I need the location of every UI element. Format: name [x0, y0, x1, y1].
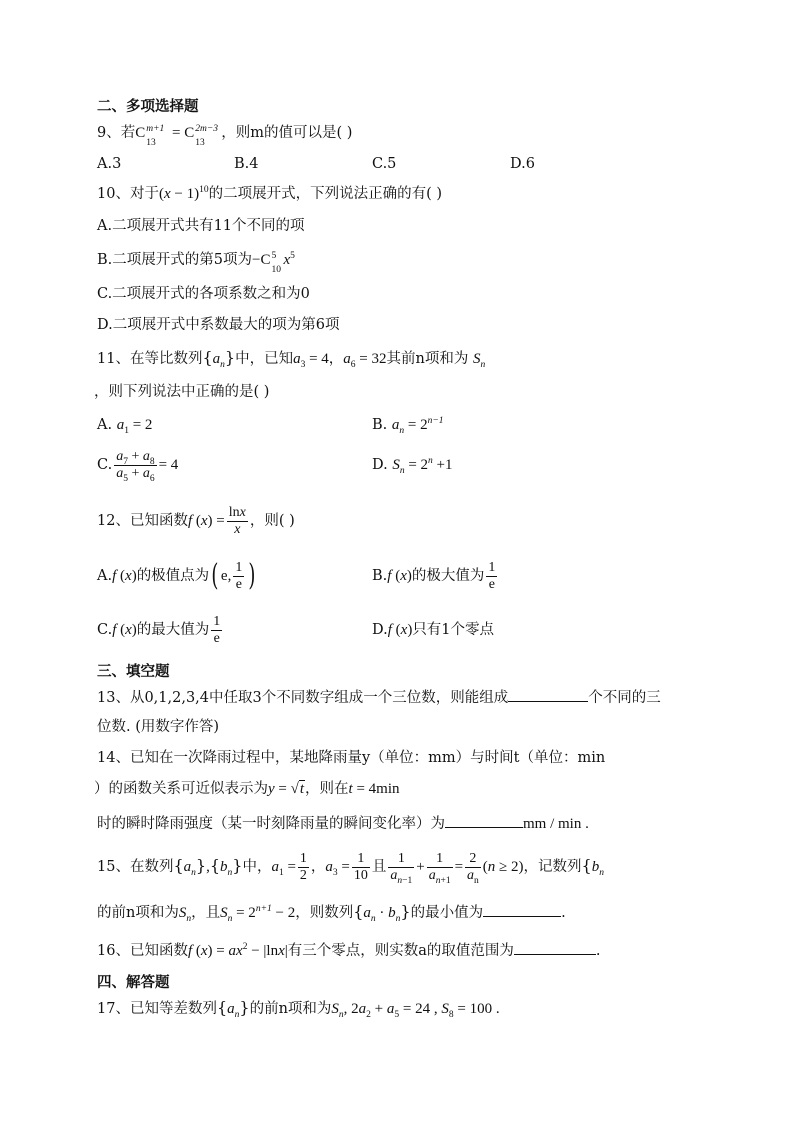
question-16 — [97, 940, 601, 961]
q11-mid1: 中，已知 — [235, 351, 294, 367]
section-heading-answer: 四、解答题 — [97, 975, 170, 991]
q11-mid2: 其前n项和为 — [386, 351, 469, 367]
q12-option-c-f: f (x) — [112, 622, 137, 638]
q11-prefix: 11、在等比数列 — [97, 351, 203, 367]
q10-option-b-text: B.二项展开式的第5项为 — [97, 252, 252, 268]
question-14: 14、已知在一次降雨过程中，某地降雨量y（单位：mm）与时间t（单位：min — [97, 750, 606, 766]
q9-formula: C m+1 13 = C 2m−3 13 — [135, 123, 218, 148]
q15-a1: $a_1$ = — [271, 859, 296, 878]
q16-prefix: 16、已知函数 — [97, 943, 188, 959]
q15-a3: $a_3$ = — [325, 859, 350, 878]
q11-option-a[interactable] — [97, 415, 152, 435]
q14-time: t = 4min — [348, 781, 400, 797]
q15-text-d: 的最小值为 — [410, 905, 484, 921]
q12-option-a-rparen: ) — [248, 558, 256, 593]
q17-seq: $\{a_n\}$ — [216, 998, 250, 1020]
q9-option-c[interactable]: C.5 — [372, 156, 397, 172]
q17-prefix: 17、已知等差数列 — [97, 1001, 217, 1017]
q12-suffix: ，则( ) — [249, 513, 295, 529]
q10-option-a[interactable]: A.二项展开式共有11个不同的项 — [97, 218, 305, 234]
q15-and: 且 — [371, 859, 387, 875]
q11-option-d-formula: $S_n = 2^n +1$ — [392, 456, 453, 476]
q12-fraction: $\frac{\ln x}{x}$ — [228, 504, 246, 537]
section-heading-multiple-choice: 二、多项选择题 — [97, 99, 199, 115]
q9-prefix: 9、若 — [97, 125, 136, 141]
q11-option-c-label: C. — [97, 457, 113, 473]
q15-text-a: 的前n项和为 — [97, 905, 179, 921]
q11-option-d[interactable] — [372, 455, 453, 475]
q9-option-d[interactable]: D.6 — [510, 156, 535, 172]
q11-option-c[interactable] — [97, 448, 178, 482]
q12-option-a[interactable] — [97, 556, 258, 596]
q15-term3: $\frac{2}{a_n}$ — [467, 850, 479, 886]
q12-option-a-f: f (x) — [112, 568, 137, 584]
q11-option-a-formula: $a_1 = 2$ — [116, 417, 153, 436]
q9-suffix: ，则m的值可以是( ) — [221, 125, 353, 141]
q11-option-a-label: A. — [97, 417, 113, 433]
q15-text-c: ，则数列 — [295, 905, 354, 921]
q14-unit: mm / min . — [523, 816, 589, 832]
q12-option-b-label: B. — [372, 568, 388, 584]
q12-option-a-fraction: $\frac{1}{e}$ — [235, 559, 243, 592]
q14-text-a: ）的函数关系可近似表示为 — [94, 781, 268, 797]
q15-bn: {$b_n$ — [581, 856, 604, 878]
q11-option-c-fraction: $\frac{a_7 + a_8}{a_5 + a_6}$ — [116, 448, 155, 484]
q15-line2 — [97, 902, 566, 923]
q11-given: $a_3 = 4$ — [293, 351, 329, 370]
q14-text-b: ，则在 — [305, 781, 349, 797]
q12-option-a-lparen: ( — [211, 558, 219, 593]
q15-answer-blank[interactable] — [483, 902, 561, 917]
q15-suffix: ，记数列 — [523, 859, 582, 875]
question-12 — [97, 502, 295, 540]
q15-seqs: $\{a_n\},\{b_n\}$ — [173, 856, 243, 878]
question-17 — [97, 998, 500, 1019]
q13-answer-blank[interactable] — [508, 687, 588, 702]
q10-option-c[interactable]: C.二项展开式的各项系数之和为0 — [97, 286, 310, 302]
q11-sn: $S_n$ — [472, 351, 486, 370]
q12-option-b-fraction: $\frac{1}{e}$ — [488, 559, 496, 592]
question-9 — [97, 123, 353, 148]
q10-formula: $(x - 1)^{10}$ — [158, 185, 209, 202]
q15-term2: $\frac{1}{a_{n+1}}$ — [428, 850, 451, 886]
q15-a1-fraction: $\frac{1}{2}$ — [299, 850, 307, 883]
q12-option-b-f: f (x) — [387, 568, 412, 584]
q15-sn: $S_n$ — [178, 905, 192, 924]
q11-option-b[interactable] — [372, 415, 444, 435]
q13-line2: 位数. (用数字作答) — [97, 719, 220, 735]
q12-option-b-text: 的极大值为 — [411, 568, 485, 584]
q15-cond: (n ≥ 2) — [482, 859, 524, 875]
question-10 — [97, 184, 442, 204]
question-11: 11、在等比数列$\{a_n\}$中，已知$a_3 = 4$，$a_6 = 32$其前n项和为 $S_n$ — [97, 348, 486, 370]
q15-term1: $\frac{1}{a_{n-1}}$ — [390, 850, 413, 886]
q13-text-b: 个不同的三 — [588, 690, 661, 706]
q12-option-a-text: 的极值点为 — [136, 568, 210, 584]
q12-option-d-label: D. — [372, 622, 388, 638]
q15-eq: = — [454, 859, 464, 875]
q15-mid: 中， — [242, 859, 272, 875]
q10-option-b[interactable] — [97, 250, 295, 275]
q12-option-b[interactable] — [372, 556, 499, 596]
q11-given2: $a_6 = 32$ — [343, 351, 387, 370]
q12-option-d[interactable] — [372, 620, 494, 640]
q13-text-a: 13、从0,1,2,3,4中任取3个不同数字组成一个三位数，则能组成 — [97, 690, 509, 706]
q11-seq: $\{a_n\}$ — [202, 348, 236, 370]
q17-formula: $S_n$, $2a_2 + a_5 = 24$ , $S_8 = 100$ . — [331, 1001, 500, 1020]
q9-option-b[interactable]: B.4 — [234, 156, 259, 172]
q11-option-d-label: D. — [372, 457, 388, 473]
q15-end: . — [561, 905, 566, 921]
q15-plus: + — [416, 859, 425, 875]
q11-option-b-label: B. — [372, 417, 388, 433]
q16-end: . — [595, 943, 601, 959]
q10-suffix: 的二项展开式，下列说法正确的有( ) — [208, 186, 443, 202]
q14-text-c: 时的瞬时降雨强度（某一时刻降雨量的瞬间变化率）为 — [97, 816, 445, 832]
q9-option-a[interactable]: A.3 — [97, 156, 122, 172]
q12-prefix: 12、已知函数 — [97, 513, 188, 529]
q12-option-a-e: e, — [220, 568, 232, 584]
q15-a3-fraction: $\frac{1}{10}$ — [353, 850, 368, 883]
q14-line3 — [97, 813, 589, 834]
q15-prefix: 15、在数列 — [97, 859, 174, 875]
q12-func: f (x) = — [187, 513, 225, 529]
question-15: 15、在数列$\{a_n\},\{b_n\}$中，$a_1$ = $\frac{1}{2}$ ，$a_3$ = $\frac{1}{10}$ 且 $\frac{1}{a_{n-1}}$ + $\frac{1}{a_{n+1}}$ = $\frac{2}{a_n}$ (n ≥ 2)，记数列{$b_n$ — [97, 850, 604, 886]
question-13 — [97, 687, 661, 708]
q12-option-c-fraction: $\frac{1}{e}$ — [213, 613, 221, 646]
q10-prefix: 10、对于 — [97, 186, 159, 202]
q15-product: $\{a_n \cdot b_n\}$ — [353, 902, 411, 924]
q11-option-b-formula: $a_n = 2^{n-1}$ — [391, 416, 444, 436]
q10-option-d[interactable]: D.二项展开式中系数最大的项为第6项 — [97, 317, 340, 333]
section-heading-fill-blank: 三、填空题 — [97, 664, 170, 680]
q16-suffix: 有三个零点，则实数a的取值范围为 — [287, 943, 514, 959]
q15-sn-formula: $S_n = 2^{n+1} - 2$ — [220, 904, 296, 924]
q16-answer-blank[interactable] — [514, 940, 596, 955]
q12-option-c[interactable] — [97, 610, 224, 650]
q12-option-a-label: A. — [97, 568, 113, 584]
q12-option-d-text: 只有1个零点 — [412, 622, 495, 638]
q15-text-b: ，且 — [191, 905, 221, 921]
q12-option-d-f: f (x) — [387, 622, 413, 638]
q14-line2 — [94, 779, 400, 799]
q10-option-b-formula: −C 5 10 $x^5$ — [252, 250, 295, 275]
q11-option-c-eq: = 4 — [158, 457, 179, 473]
q12-option-c-text: 的最大值为 — [136, 622, 210, 638]
q16-formula: f $(x) = ax^2 - |\ln x|$ — [187, 942, 288, 959]
q17-mid: 的前n项和为 — [249, 1001, 332, 1017]
q14-formula: y = √t — [268, 781, 305, 797]
q14-answer-blank[interactable] — [445, 813, 523, 828]
q12-option-c-label: C. — [97, 622, 113, 638]
q11-line2: ，则下列说法中正确的是( ) — [94, 384, 270, 400]
